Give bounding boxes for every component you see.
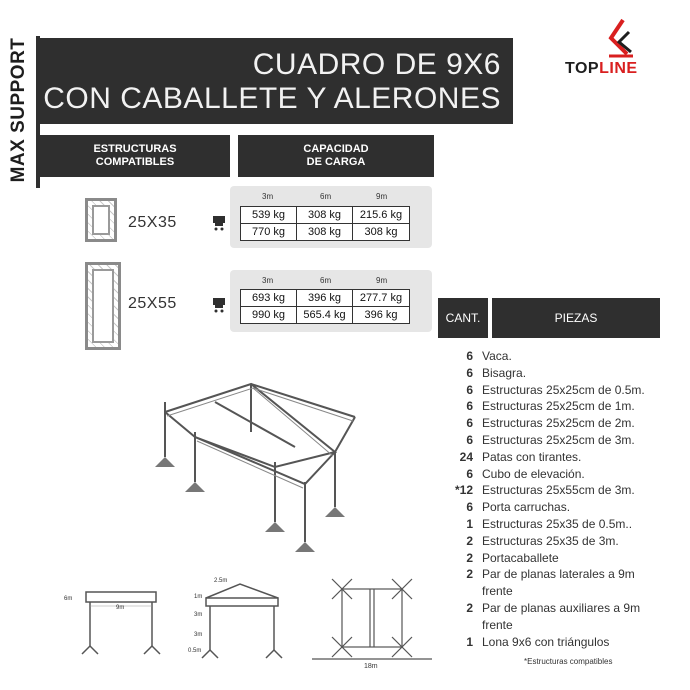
span-label: 9m: [376, 192, 388, 201]
plan-width-label: 18m: [364, 663, 378, 670]
truss-25x55-icon: [85, 262, 121, 350]
piece-qty: 1: [466, 634, 473, 649]
capacity-cell: 396 kg: [364, 309, 398, 321]
piece-row: [430, 365, 690, 382]
piece-qty: 2: [466, 567, 473, 582]
structures-header: ESTRUCTURAS COMPATIBLES: [40, 135, 230, 177]
piece-row: [430, 583, 690, 600]
piece-row: [430, 398, 690, 415]
structure-label: 25X55: [128, 295, 177, 312]
piece-row: [430, 617, 690, 634]
dimension-label: 3m: [194, 612, 203, 618]
brand-logo: [565, 18, 675, 88]
piece-qty: 24: [459, 449, 473, 464]
piece-name: frente: [482, 584, 513, 599]
piece-name: Estructuras 25x25cm de 0.5m.: [482, 382, 645, 397]
dimension-label: 1m: [194, 594, 203, 600]
piece-qty: 6: [466, 500, 473, 515]
piece-name: Estructuras 25x55cm de 3m.: [482, 483, 635, 498]
piece-qty: 6: [466, 399, 473, 414]
dimension-label: 3m: [194, 632, 203, 638]
capacity-cell: 308 kg: [364, 226, 398, 238]
piece-qty: 6: [466, 466, 473, 481]
piece-qty: 2: [466, 550, 473, 565]
piece-qty: 2: [466, 600, 473, 615]
title-line-2: CON CABALLETE Y ALERONES: [43, 82, 501, 115]
capacity-cell: 693 kg: [241, 290, 297, 307]
piece-row: [430, 415, 690, 432]
span-label: 3m: [262, 192, 274, 201]
truss-25x35-icon: [85, 198, 117, 242]
side-label: MAX SUPPORT: [8, 37, 29, 183]
capacity-cell: 308 kg: [297, 224, 353, 240]
triangle-chevron-logo-icon: [605, 18, 635, 58]
piece-row: [430, 432, 690, 449]
capacity-header: CAPACIDAD DE CARGA: [238, 135, 434, 177]
piece-qty: 1: [466, 516, 473, 531]
pieces-list: [430, 348, 690, 650]
piece-name: Par de planas auxiliares a 9m: [482, 600, 641, 615]
piece-name: Lona 9x6 con triángulos: [482, 634, 610, 649]
piece-row: [430, 449, 690, 466]
piece-qty: 6: [466, 349, 473, 363]
capacity-cell: 308 kg: [297, 207, 353, 224]
capacity-cell: 215.6 kg: [353, 207, 409, 224]
capacity-grid: [240, 289, 410, 324]
width-label: 9m: [116, 605, 125, 611]
structure-3d-drawing: [145, 372, 445, 572]
footnote: *Estructuras compatibles: [524, 657, 613, 666]
piece-row: [430, 516, 690, 533]
side-view-drawing: [184, 576, 296, 660]
capacity-cell: 990 kg: [241, 307, 297, 323]
piece-row: [430, 634, 690, 651]
logo-text-line: LINE: [599, 60, 638, 77]
dimension-label: 2.5m: [214, 578, 228, 584]
plan-view-drawing: [302, 575, 442, 670]
piece-name: Portacaballete: [482, 550, 559, 565]
qty-header: CANT.: [438, 298, 488, 338]
title-banner: [40, 38, 513, 124]
span-label: 6m: [320, 276, 332, 285]
piece-name: Estructuras 25x25cm de 2m.: [482, 416, 635, 431]
piece-name: Estructuras 25x35 de 3m.: [482, 533, 619, 548]
capacity-grid: [240, 206, 410, 241]
capacity-cell: 396 kg: [297, 290, 353, 307]
capacity-cell: 770 kg: [241, 224, 297, 240]
piece-row: [430, 382, 690, 399]
piece-name: Estructuras 25x25cm de 1m.: [482, 399, 635, 414]
dimension-label: 0.5m: [188, 648, 202, 654]
piece-row: [430, 600, 690, 617]
front-view-drawing: [60, 576, 170, 656]
title-line-1: CUADRO DE 9X6: [252, 48, 501, 81]
piece-row: [430, 499, 690, 516]
piece-qty: 6: [466, 416, 473, 431]
piece-row: [430, 348, 690, 365]
piece-name: Cubo de elevación.: [482, 466, 585, 481]
piece-row: [430, 566, 690, 583]
piece-row: [430, 550, 690, 567]
span-label: 6m: [320, 192, 332, 201]
piece-name: frente: [482, 617, 513, 632]
hoist-icon: [212, 214, 226, 232]
span-label: 9m: [376, 276, 388, 285]
piece-qty: *12: [454, 483, 473, 498]
piece-name: Estructuras 25x25cm de 3m.: [482, 432, 635, 447]
span-label: 3m: [262, 276, 274, 285]
capacity-cell: 565.4 kg: [297, 307, 353, 323]
piece-qty: 6: [466, 432, 473, 447]
piece-qty: 6: [466, 382, 473, 397]
capacity-cell: 277.7 kg: [353, 290, 409, 307]
piece-name: Par de planas laterales a 9m: [482, 567, 635, 582]
piece-row: [430, 466, 690, 483]
piece-name: Estructuras 25x35 de 0.5m..: [482, 516, 633, 531]
piece-row: [430, 533, 690, 550]
piece-name: Vaca.: [482, 349, 512, 363]
pieces-header: PIEZAS: [492, 298, 660, 338]
structure-label: 25X35: [128, 214, 177, 231]
piece-qty: 2: [466, 533, 473, 548]
piece-name: Porta carruchas.: [482, 500, 571, 515]
piece-row: [430, 482, 690, 499]
piece-qty: 6: [466, 365, 473, 380]
height-label: 6m: [64, 596, 73, 602]
capacity-cell: 539 kg: [241, 207, 297, 224]
hoist-icon: [212, 296, 226, 314]
logo-text-top: TOP: [565, 60, 600, 77]
piece-name: Bisagra.: [482, 365, 527, 380]
piece-name: Patas con tirantes.: [482, 449, 582, 464]
